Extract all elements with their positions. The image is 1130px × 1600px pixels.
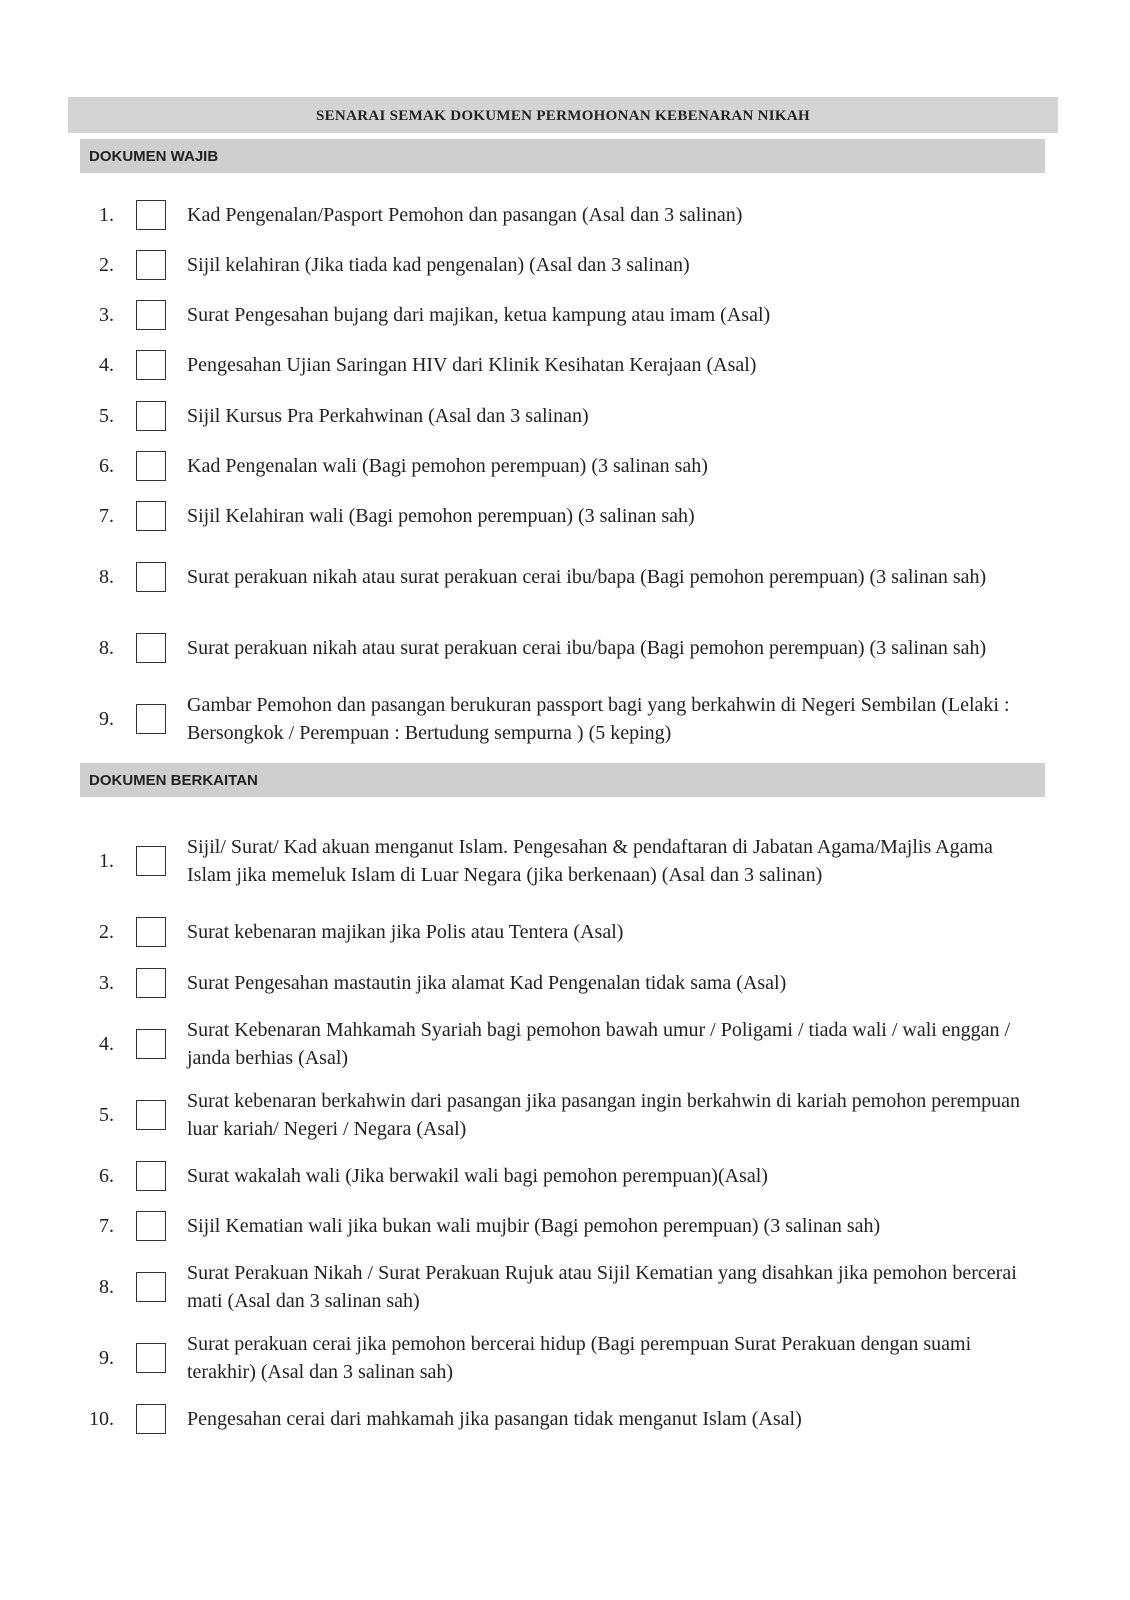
item-text: Surat Pengesahan mastautin jika alamat Kad Pengenalan tidak sama (Asal) bbox=[187, 972, 787, 994]
item-text: Pengesahan Ujian Saringan HIV dari Klinik Kesihatan Kerajaan (Asal) bbox=[187, 354, 757, 376]
checkbox[interactable] bbox=[136, 968, 166, 998]
item-text: Surat Kebenaran Mahkamah Syariah bagi pemohon bawah umur / Poligami / tiada wali / wali enggan / janda berhias (Asal) bbox=[187, 1019, 1011, 1069]
item-text: Pengesahan cerai dari mahkamah jika pasangan tidak menganut Islam (Asal) bbox=[187, 1408, 802, 1430]
checkbox[interactable] bbox=[136, 917, 166, 947]
checkbox[interactable] bbox=[136, 350, 166, 380]
item-text: Surat kebenaran berkahwin dari pasangan jika pasangan ingin berkahwin di kariah pemohon perempuan luar kariah/ Negeri / Negara (Asal) bbox=[187, 1090, 1021, 1140]
checkbox[interactable] bbox=[136, 1100, 166, 1130]
item-number: 3. bbox=[99, 304, 114, 326]
checkbox[interactable] bbox=[136, 633, 166, 663]
item-text: Kad Pengenalan/Pasport Pemohon dan pasangan (Asal dan 3 salinan) bbox=[187, 204, 743, 226]
item-text: Surat Pengesahan bujang dari majikan, ketua kampung atau imam (Asal) bbox=[187, 304, 771, 326]
item-number: 6. bbox=[99, 455, 114, 477]
item-number: 8. bbox=[99, 566, 114, 588]
checkbox[interactable] bbox=[136, 562, 166, 592]
item-number: 5. bbox=[99, 1104, 114, 1126]
item-text: Sijil Kursus Pra Perkahwinan (Asal dan 3 salinan) bbox=[187, 405, 589, 427]
checkbox[interactable] bbox=[136, 1343, 166, 1373]
checkbox[interactable] bbox=[136, 401, 166, 431]
item-text: Sijil kelahiran (Jika tiada kad pengenalan) (Asal dan 3 salinan) bbox=[187, 254, 690, 276]
item-text: Surat perakuan cerai jika pemohon bercerai hidup (Bagi perempuan Surat Perakuan dengan suami terakhir) (Asal dan 3 salinan sah) bbox=[187, 1333, 972, 1383]
item-number: 2. bbox=[99, 921, 114, 943]
checkbox[interactable] bbox=[136, 704, 166, 734]
checkbox[interactable] bbox=[136, 300, 166, 330]
checkbox[interactable] bbox=[136, 200, 166, 230]
item-text: Sijil Kelahiran wali (Bagi pemohon perempuan) (3 salinan sah) bbox=[187, 505, 695, 527]
item-number: 10. bbox=[89, 1408, 114, 1430]
item-number: 1. bbox=[99, 850, 114, 872]
item-number: 8. bbox=[99, 1276, 114, 1298]
checkbox[interactable] bbox=[136, 1211, 166, 1241]
item-number: 9. bbox=[99, 708, 114, 730]
item-text: Surat perakuan nikah atau surat perakuan cerai ibu/bapa (Bagi pemohon perempuan) (3 salinan sah) bbox=[187, 566, 987, 588]
section-header-dokumen-berkaitan: DOKUMEN BERKAITAN bbox=[80, 763, 1045, 797]
item-text: Sijil/ Surat/ Kad akuan menganut Islam. Pengesahan & pendaftaran di Jabatan Agama/Majlis Agama Islam jika memeluk Islam di Luar Negara (jika berkenaan) (Asal dan 3 salinan) bbox=[187, 836, 993, 886]
item-number: 7. bbox=[99, 1215, 114, 1237]
checkbox[interactable] bbox=[136, 451, 166, 481]
page-title: SENARAI SEMAK DOKUMEN PERMOHONAN KEBENARAN NIKAH bbox=[68, 97, 1058, 133]
checkbox[interactable] bbox=[136, 1404, 166, 1434]
item-number: 2. bbox=[99, 254, 114, 276]
item-number: 5. bbox=[99, 405, 114, 427]
item-text: Surat kebenaran majikan jika Polis atau Tentera (Asal) bbox=[187, 921, 624, 943]
item-number: 4. bbox=[99, 1033, 114, 1055]
item-number: 7. bbox=[99, 505, 114, 527]
item-number: 8. bbox=[99, 637, 114, 659]
checkbox[interactable] bbox=[136, 1272, 166, 1302]
checkbox[interactable] bbox=[136, 846, 166, 876]
item-text: Sijil Kematian wali jika bukan wali mujbir (Bagi pemohon perempuan) (3 salinan sah) bbox=[187, 1215, 881, 1237]
item-number: 9. bbox=[99, 1347, 114, 1369]
section-header-dokumen-wajib: DOKUMEN WAJIB bbox=[80, 139, 1045, 173]
item-text: Kad Pengenalan wali (Bagi pemohon perempuan) (3 salinan sah) bbox=[187, 455, 708, 477]
item-text: Surat wakalah wali (Jika berwakil wali bagi pemohon perempuan)(Asal) bbox=[187, 1165, 768, 1187]
checkbox[interactable] bbox=[136, 501, 166, 531]
checkbox[interactable] bbox=[136, 250, 166, 280]
item-text: Gambar Pemohon dan pasangan berukuran passport bagi yang berkahwin di Negeri Sembilan (Lelaki : Bersongkok / Perempuan : Bertudung sempurna ) (5 keping) bbox=[187, 694, 1010, 744]
checkbox[interactable] bbox=[136, 1161, 166, 1191]
checkbox[interactable] bbox=[136, 1029, 166, 1059]
item-number: 4. bbox=[99, 354, 114, 376]
item-number: 3. bbox=[99, 972, 114, 994]
item-number: 6. bbox=[99, 1165, 114, 1187]
item-text: Surat Perakuan Nikah / Surat Perakuan Rujuk atau Sijil Kematian yang disahkan jika pemohon bercerai mati (Asal dan 3 salinan sah) bbox=[187, 1262, 1017, 1312]
item-number: 1. bbox=[99, 204, 114, 226]
item-text: Surat perakuan nikah atau surat perakuan cerai ibu/bapa (Bagi pemohon perempuan) (3 salinan sah) bbox=[187, 637, 987, 659]
